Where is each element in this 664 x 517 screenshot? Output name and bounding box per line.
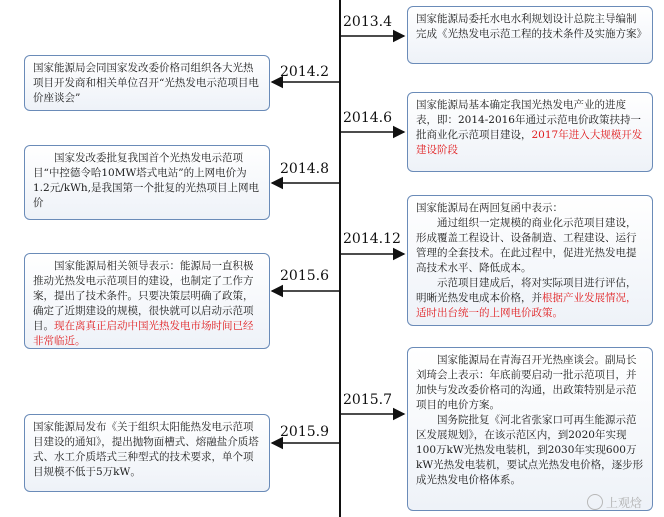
date-label: 2014.2 [280,64,329,80]
date-label: 2015.6 [280,268,329,284]
event-box-2014-2 [24,55,270,111]
event-highlight: 根据产业发展情况，适时出台统一的上网电价政策。 [416,292,637,319]
event-text: 国家发改委批复我国首个光热发电示范项目“中控德令哈10MW塔式电站”的上网电价为1.2元/kWh,是我国第一个批复的光热项目上网电价 [33,152,259,209]
event-text: 国家能源局基本确定我国光热发电产业的进度表，即：2014-2016年通过示范电价政策扶持一批商业化示范项目建设， [416,99,641,141]
event-text: 示范项目建成后，将对实际项目进行评估，明晰光热发电成本价格，并 [416,277,637,304]
event-box-2015-9 [24,414,270,492]
event-box-2015-7 [407,347,653,511]
event-box-2014-8 [24,145,270,220]
date-label: 2014.12 [343,231,401,247]
event-text: 通过组织一定规模的商业化示范项目建设，形成覆盖工程设计、设备制造、工程建设、运行管理的全套技术。在此过程中，促进光热发电提高技术水平、降低成本。 [416,217,637,274]
wechat-logo-icon [587,494,603,510]
event-text: 国务院批复《河北省张家口可再生能源示范区发展规划》，在该示范区内，到2020年实现100万kW光热发电装机，到2030年实现600万kW光热发电装机，要试点光热发电价格，逐步形成光热发电价格体系。 [416,414,644,486]
timeline-axis [339,0,341,517]
event-text: 国家能源局在两回复函中表示： [416,202,563,214]
event-box-2013-4 [407,6,653,64]
event-text: 国家能源局在青海召开光热座谈会。副局长刘琦会上表示：年底前要启动一批示范项目，并加快与发改委价格司的沟通，出政策特别是示范项目的电价方案。 [416,354,637,411]
event-box-2014-6 [407,92,653,172]
event-box-2015-6 [24,253,270,349]
date-label: 2015.7 [343,392,392,408]
date-label: 2014.8 [280,161,329,177]
event-highlight: 2017年进入大规模开发建设阶段 [416,129,643,156]
event-text: 国家能源局委托水电水利规划设计总院主导编制完成《光热发电示范工程的技术条件及实施方案》 [416,13,647,40]
event-box-2014-12 [407,195,653,326]
event-text: 国家能源局发布《关于组织太阳能热发电示范项目建设的通知》，提出抛物面槽式、熔融盐介质塔式、水工介质塔式三种型式的技术要求，单个项目规模不低于5万kW。 [33,421,259,478]
watermark [587,494,642,511]
date-label: 2015.9 [280,424,329,440]
event-text: 国家能源局相关领导表示：能源局一直积极推动光热发电示范项目的建设，也制定了工作方案，提出了技术条件。只要决策层明确了政策，确定了近期建设的规模，很快就可以启动示范项目。 [33,260,254,332]
event-text: 国家能源局会同国家发改委价格司组织各大光热项目开发商和相关单位召开“光热发电示范项目电价座谈会” [33,62,259,104]
date-label: 2014.6 [343,110,392,126]
event-highlight: 现在离真正启动中国光热发电市场时间已经非常临近。 [33,320,254,347]
watermark-text: 上观焓 [605,496,642,510]
date-label: 2013.4 [343,14,392,30]
